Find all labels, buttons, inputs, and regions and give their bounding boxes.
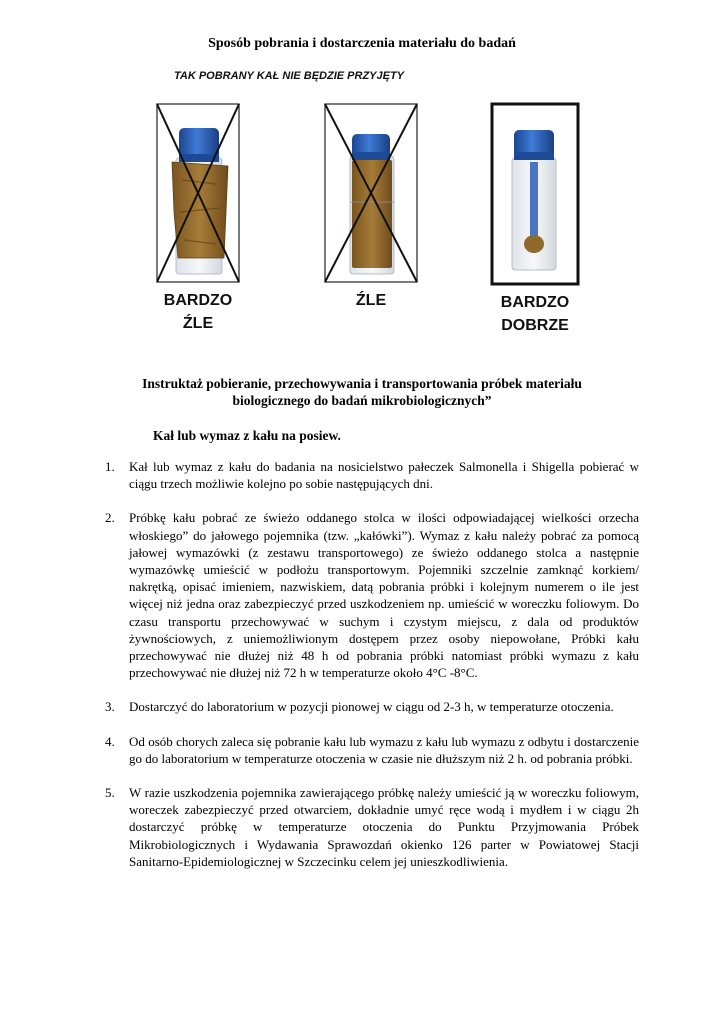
list-item	[105, 458, 639, 492]
sample-comparison-figure	[112, 62, 612, 344]
document-title: Sposób pobrania i dostarczenia materiału do badań	[208, 36, 516, 51]
list-item-number: 2.	[105, 510, 115, 526]
instruction-heading-line1: Instruktaż pobieranie, przechowywania i transportowania próbek materiału	[142, 376, 582, 391]
label-very-bad-line2: ŹLE	[182, 315, 214, 332]
list-item-text: Próbkę kału pobrać ze świeżo oddanego stolca w ilości odpowiadającej wielkości orzecha włoskiego” do jałowego pojemnika (tzw. „kałówki”). Wymaz z kału należy pobrać za pomocą jałowej wymazówki (z zestawu transportowego) ze świeżo oddanego stolca a następnie wymazówkę umieścić w podłożu transportowym. Pojemniki szczelnie zamknąć korkiem/ nakrętką, opisać imieniem, nazwiskiem, datą pobrania próbki i kolejnym numerem o ile jest więcej niż jedna oraz zabezpieczyć przed uszkodzeniem np. umieścić w woreczku foliowym. Do czasu transportu przechowywać w suchym i czystym miejscu, z dala od produktów żywnościowych, z uniemożliwionym dostępem przez osoby niepowołane, Próbki kału przechowywać nie dłużej niż 48 h od pobrania próbki natomiast próbki wymazu z kału przechowywać nie dłużej niż 72 h w temperaturze około 4°C -8°C.	[129, 510, 639, 681]
list-item	[105, 509, 639, 681]
list-item	[105, 698, 639, 715]
instruction-heading	[120, 375, 604, 409]
list-item-text: W razie uszkodzenia pojemnika zawierającego próbkę należy umieścić ją w woreczku foliowym, woreczek zabezpieczyć przed otwarciem, dokładnie umyć ręce wodą i mydłem i w ciągu 2h dostarczyć próbkę w temperaturze otoczenia do Punktu Przyjmowania Próbek Mikrobiologicznych i Wydawania Sprawozdań okienko 126 parter w Powiatowej Stacji Sanitarno-Epidemiologicznej w Szczecinku celem jej unieszkodliwienia.	[129, 785, 639, 869]
list-item-number: 5.	[105, 785, 115, 801]
list-item-number: 1.	[105, 459, 115, 474]
list-item	[105, 733, 639, 767]
list-item-text: Dostarczyć do laboratorium w pozycji pionowej w ciągu od 2-3 h, w temperaturze otoczenia.	[129, 699, 614, 715]
instruction-list	[105, 458, 639, 887]
tube-bad	[325, 104, 417, 282]
list-item	[105, 784, 639, 870]
label-very-good-line1: BARDZO	[500, 294, 570, 311]
list-item-number: 3.	[105, 699, 115, 715]
label-very-bad-line1: BARDZO	[163, 292, 233, 309]
tube-very-good	[492, 104, 578, 284]
list-item-text: Od osób chorych zaleca się pobranie kału lub wymazu z kału lub wymazu z odbytu i dostarczenie go do laboratorium w temperaturze otoczenia w czasie nie dłuższym niż 2 h. od pobrania próbki.	[129, 733, 639, 766]
label-bad: ŹLE	[355, 292, 387, 309]
label-very-good-line2: DOBRZE	[501, 317, 569, 334]
figure-banner-text: TAK POBRANY KAŁ NIE BĘDZIE PRZYJĘTY	[174, 70, 405, 82]
list-item-text: Kał lub wymaz z kału do badania na nosicielstwo pałeczek Salmonella i Shigella pobierać w ciągu trzech możliwie kolejno po sobie następujących dni.	[129, 459, 639, 492]
tube-very-bad	[157, 104, 239, 282]
instruction-heading-line2: biologicznego do badań mikrobiologicznych”	[232, 393, 492, 408]
list-item-number: 4.	[105, 733, 115, 749]
instruction-subheading: Kał lub wymaz z kału na posiew.	[153, 428, 341, 443]
